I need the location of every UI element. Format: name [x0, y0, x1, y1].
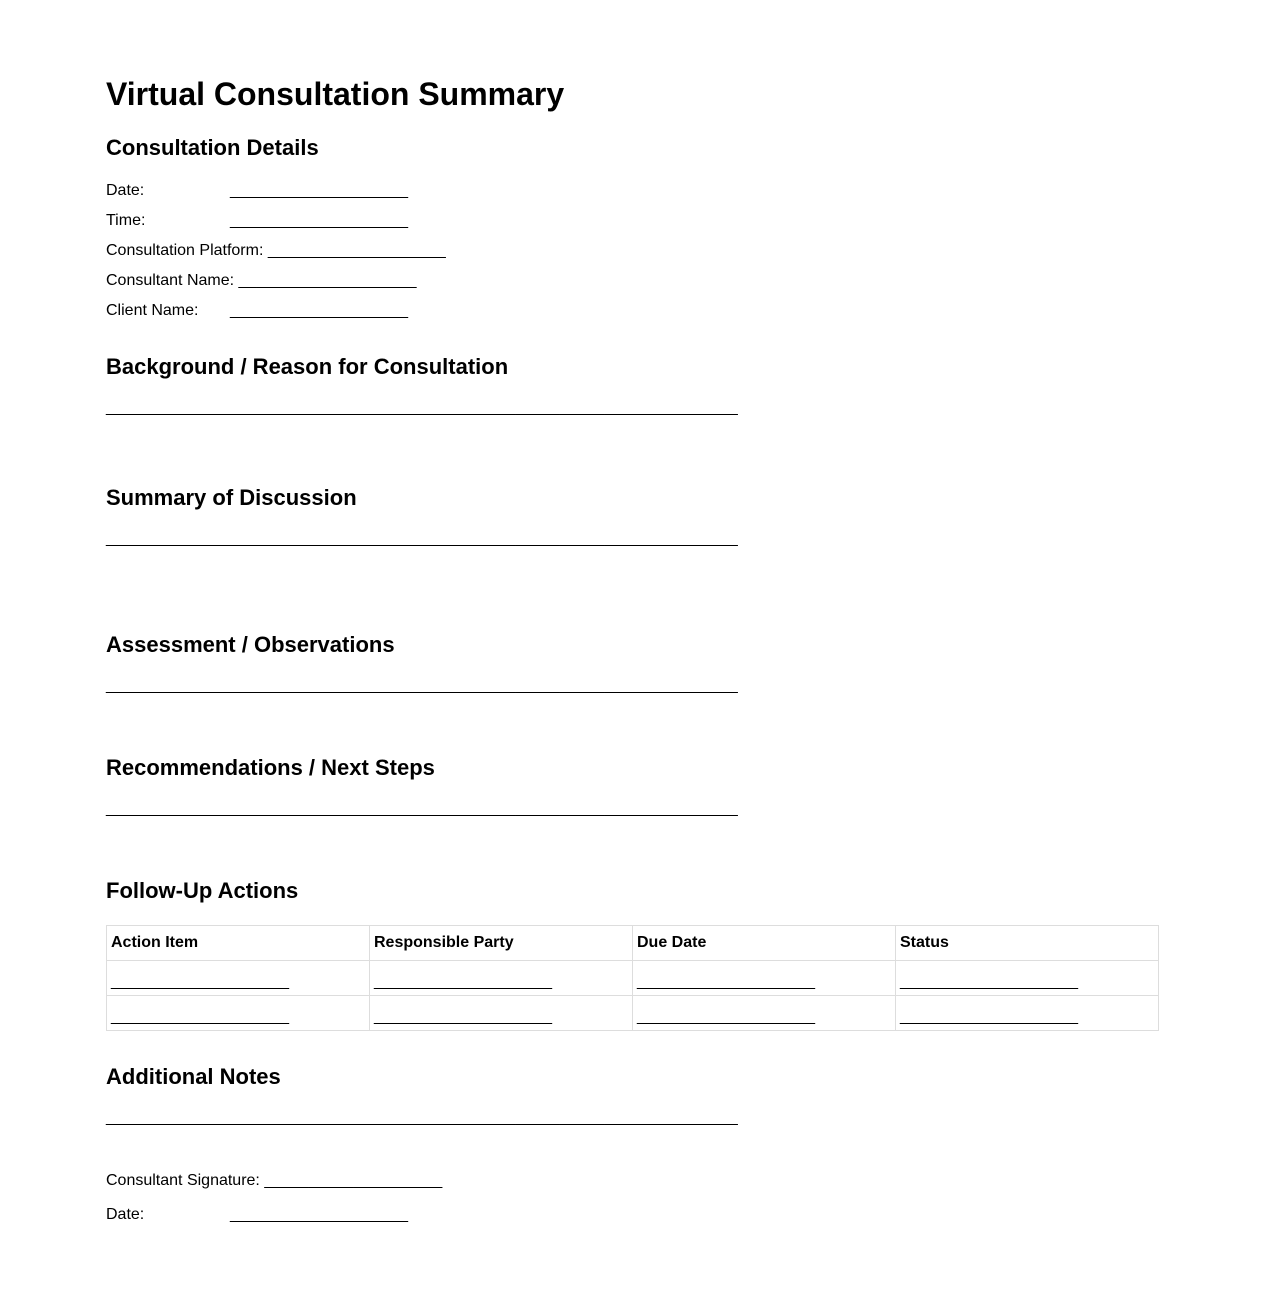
signature-date-blank-field[interactable]: ____________________ — [230, 1206, 408, 1223]
column-header-action-item: Action Item — [107, 926, 370, 961]
field-label: Consultant Signature: — [106, 1172, 260, 1189]
page-title: Virtual Consultation Summary — [106, 76, 565, 112]
table-row — [107, 961, 1159, 996]
section-heading-follow-up: Follow-Up Actions — [106, 878, 299, 903]
table-row — [107, 996, 1159, 1031]
status-cell[interactable]: ____________________ — [896, 996, 1159, 1031]
field-label: Date: — [106, 1206, 145, 1223]
field-consultant-name — [106, 266, 1158, 296]
additional-notes-blank-line[interactable]: _______________________________________________________________________ — [106, 1109, 738, 1126]
section-heading-recommendations: Recommendations / Next Steps — [106, 755, 435, 780]
due-date-cell[interactable]: ____________________ — [633, 996, 896, 1031]
field-label: Consultant Name: — [106, 272, 235, 289]
field-label: Consultation Platform: — [106, 242, 264, 259]
follow-up-actions-table — [106, 925, 1159, 1031]
section-heading-consultation-details: Consultation Details — [106, 135, 319, 160]
field-signature-date — [106, 1198, 1158, 1232]
section-heading-summary: Summary of Discussion — [106, 485, 357, 510]
consultation-details-fields — [106, 176, 1158, 326]
column-header-due-date: Due Date — [633, 926, 896, 961]
field-date — [106, 176, 1158, 206]
section-heading-background: Background / Reason for Consultation — [106, 354, 509, 379]
action-item-cell[interactable]: ____________________ — [107, 996, 370, 1031]
signature-block — [106, 1164, 1158, 1232]
field-consultation-platform — [106, 236, 1158, 266]
field-consultant-signature — [106, 1164, 1158, 1198]
field-label: Date: — [106, 182, 145, 199]
table-header-row — [107, 926, 1159, 961]
consultant-signature-blank-field[interactable]: ____________________ — [264, 1172, 443, 1189]
summary-blank-line[interactable]: _______________________________________________________________________ — [106, 530, 738, 547]
responsible-party-cell[interactable]: ____________________ — [370, 996, 633, 1031]
section-heading-assessment: Assessment / Observations — [106, 632, 395, 657]
status-cell[interactable]: ____________________ — [896, 961, 1159, 996]
column-header-status: Status — [896, 926, 1159, 961]
date-blank-field[interactable]: ____________________ — [230, 182, 408, 199]
assessment-blank-line[interactable]: _______________________________________________________________________ — [106, 677, 738, 694]
consultant-name-blank-field[interactable]: ____________________ — [238, 272, 417, 289]
responsible-party-cell[interactable]: ____________________ — [370, 961, 633, 996]
column-header-responsible-party: Responsible Party — [370, 926, 633, 961]
time-blank-field[interactable]: ____________________ — [230, 212, 408, 229]
background-blank-line[interactable]: _______________________________________________________________________ — [106, 399, 738, 416]
field-client-name — [106, 296, 1158, 326]
client-name-blank-field[interactable]: ____________________ — [230, 302, 408, 319]
field-time — [106, 206, 1158, 236]
recommendations-blank-line[interactable]: _______________________________________________________________________ — [106, 800, 738, 817]
due-date-cell[interactable]: ____________________ — [633, 961, 896, 996]
section-heading-additional-notes: Additional Notes — [106, 1064, 281, 1089]
field-label: Time: — [106, 212, 146, 229]
consultation-platform-blank-field[interactable]: ____________________ — [267, 242, 446, 259]
action-item-cell[interactable]: ____________________ — [107, 961, 370, 996]
field-label: Client Name: — [106, 302, 199, 319]
